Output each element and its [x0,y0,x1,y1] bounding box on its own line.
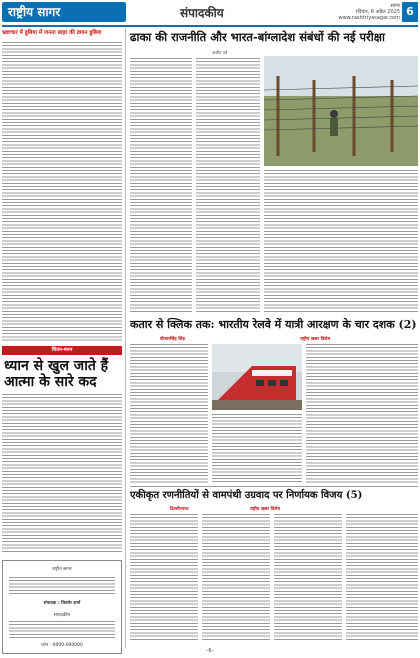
naxalism-location-tag: दिल्लीभारत [170,507,189,512]
edition-date: रविवार, 6 अप्रैल 2025 [355,9,400,15]
header-rule [2,25,418,27]
train-illustration [212,344,302,410]
edition-website: www.rashtriyasagar.com [338,15,400,21]
border-fence-photo [264,56,418,166]
column-divider [125,28,126,648]
edition-info [330,3,400,21]
main-article-col3 [264,170,418,313]
main-article-col1 [130,58,192,313]
left-column-subhead: भ्रष्टाचार में डूबिया में जनता बाहर की डायन डूबिया [2,30,102,36]
naxalism-article-col2 [202,514,270,642]
naxalism-article-col4 [346,514,418,642]
edition-city: सागर [390,3,400,9]
railway-article-col2 [212,414,302,484]
naxalism-headline: एकीकृत रणनीतियों से वामपंथी उग्रवाद पर निर्णायक विजय (5) [130,490,363,501]
main-byline: अजीत पर्व [212,50,228,55]
main-headline: ढाका की राजनीति और भारत-बांग्लादेश संबंधों की नई परीक्षा [130,30,385,44]
train-photo [212,344,302,410]
story-divider [130,486,418,487]
contact-editor: संपादक : किशोर शर्मा [43,601,81,606]
publication-contact-box [2,560,122,654]
main-article-col2 [196,58,260,313]
masthead [0,0,420,24]
newspaper-brand: राष्ट्रीय सागर [2,2,126,22]
naxalism-feature-tag: राष्ट्रीय खबर विशेष [250,507,280,512]
railway-article-col3 [306,344,418,484]
meditation-article-text [2,394,122,554]
left-column-text [2,42,122,342]
contact-address-text [9,577,115,595]
page-footer-mark: -6- [206,648,214,654]
contact-details-text [9,621,115,639]
naxalism-article-col3 [274,514,342,642]
railway-article-col1 [130,344,208,484]
chintan-manan-label: चिंतन-मनन [2,346,122,355]
naxalism-article-col1 [130,514,198,642]
page-number: 6 [402,2,418,22]
border-fence-illustration [264,56,418,166]
contact-phone: फोन : 0000-000000 [41,643,83,648]
contact-paper-name: राष्ट्रीय सागर [52,567,72,572]
meditation-article-headline: ध्यान से खुल जाते हैं आत्मा के सारे कद [4,358,109,390]
railway-feature-tag: राष्ट्रीय खबर विशेष [300,337,330,342]
section-title: संपादकीय [180,6,224,20]
contact-department: संपादकीय [53,613,71,618]
railway-headline: कतार से क्लिक तक: भारतीय रेलवे में यात्री आरक्षण के चार दशक (2) [130,318,417,331]
railway-author-tag: बीजारसिंह सिंह [160,337,185,342]
